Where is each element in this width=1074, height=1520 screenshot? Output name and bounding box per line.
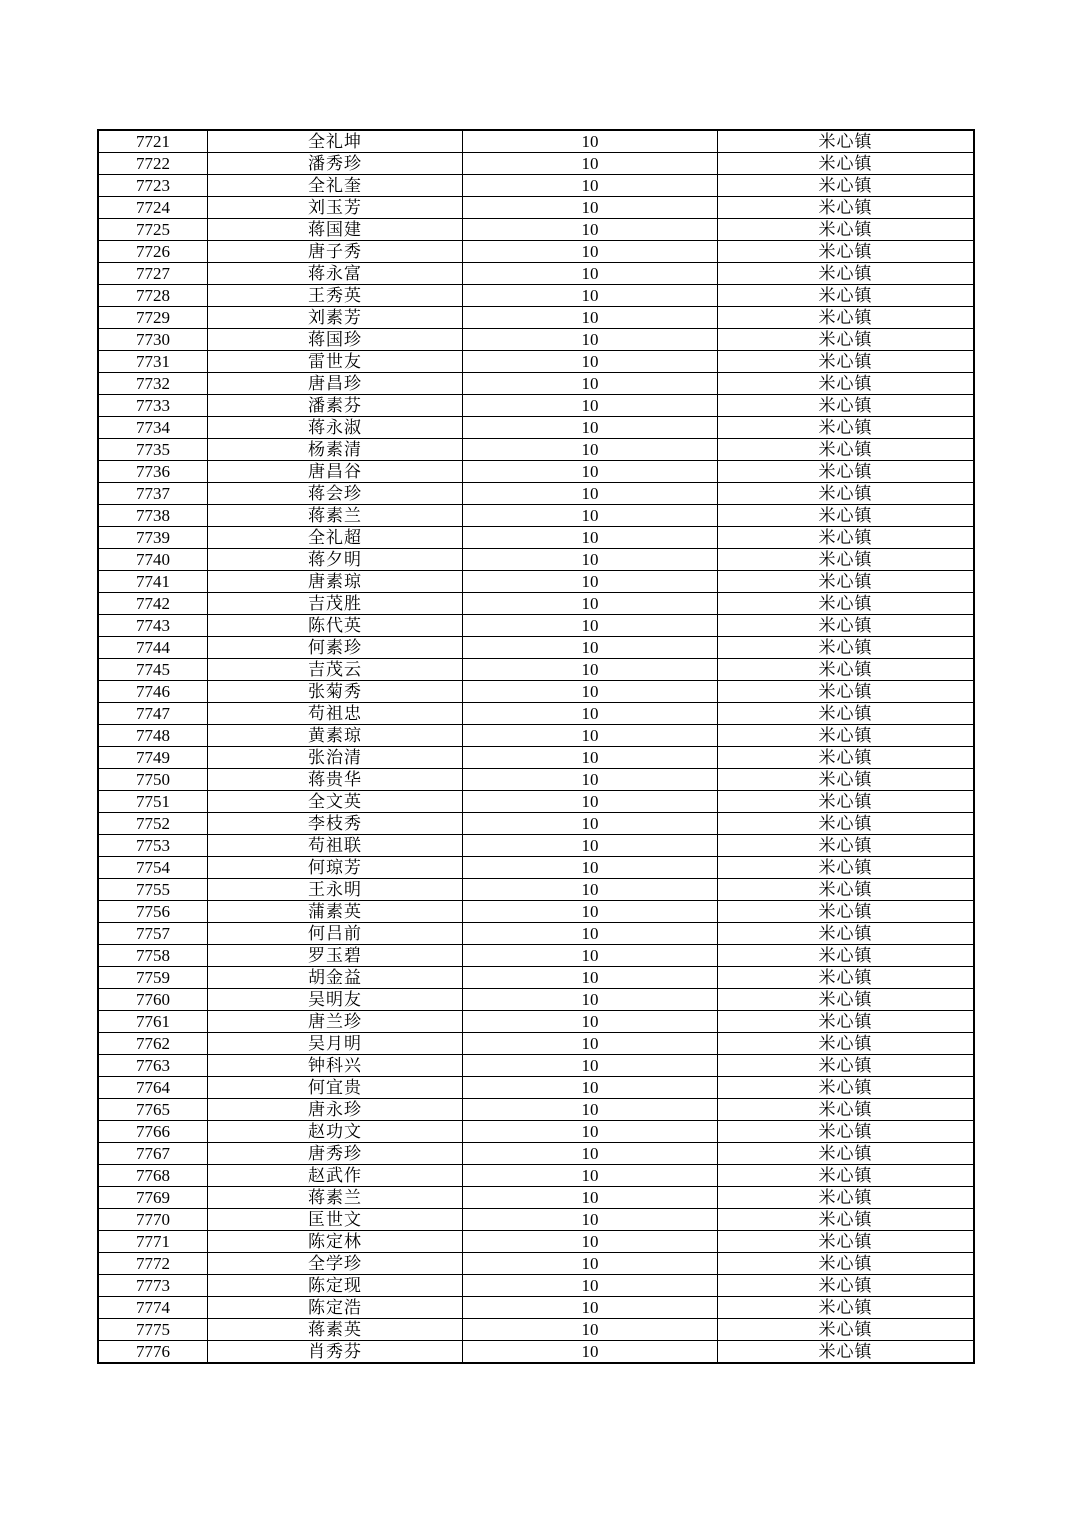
row-number-cell: 7730 xyxy=(98,329,208,351)
row-number-cell: 7766 xyxy=(98,1121,208,1143)
table-row xyxy=(98,813,974,835)
amount-cell: 10 xyxy=(463,1011,718,1033)
town-cell: 米心镇 xyxy=(718,1341,975,1364)
row-number-cell: 7767 xyxy=(98,1143,208,1165)
amount-cell: 10 xyxy=(463,329,718,351)
amount-cell: 10 xyxy=(463,1341,718,1364)
town-cell: 米心镇 xyxy=(718,593,975,615)
town-cell: 米心镇 xyxy=(718,505,975,527)
town-cell: 米心镇 xyxy=(718,1209,975,1231)
row-number-cell: 7747 xyxy=(98,703,208,725)
table-row xyxy=(98,571,974,593)
amount-cell: 10 xyxy=(463,1209,718,1231)
table-row xyxy=(98,967,974,989)
town-cell: 米心镇 xyxy=(718,659,975,681)
town-cell: 米心镇 xyxy=(718,791,975,813)
town-cell: 米心镇 xyxy=(718,571,975,593)
amount-cell: 10 xyxy=(463,351,718,373)
name-cell: 王永明 xyxy=(208,879,463,901)
row-number-cell: 7764 xyxy=(98,1077,208,1099)
amount-cell: 10 xyxy=(463,1099,718,1121)
name-cell: 刘素芳 xyxy=(208,307,463,329)
town-cell: 米心镇 xyxy=(718,1231,975,1253)
table-row xyxy=(98,130,974,153)
amount-cell: 10 xyxy=(463,439,718,461)
name-cell: 刘玉芳 xyxy=(208,197,463,219)
row-number-cell: 7760 xyxy=(98,989,208,1011)
name-cell: 苟祖联 xyxy=(208,835,463,857)
name-cell: 苟祖忠 xyxy=(208,703,463,725)
amount-cell: 10 xyxy=(463,703,718,725)
amount-cell: 10 xyxy=(463,483,718,505)
amount-cell: 10 xyxy=(463,549,718,571)
table-row xyxy=(98,835,974,857)
amount-cell: 10 xyxy=(463,1055,718,1077)
name-cell: 罗玉碧 xyxy=(208,945,463,967)
table-row xyxy=(98,1011,974,1033)
row-number-cell: 7755 xyxy=(98,879,208,901)
name-cell: 蒋国珍 xyxy=(208,329,463,351)
table-row xyxy=(98,901,974,923)
town-cell: 米心镇 xyxy=(718,813,975,835)
row-number-cell: 7737 xyxy=(98,483,208,505)
town-cell: 米心镇 xyxy=(718,637,975,659)
town-cell: 米心镇 xyxy=(718,307,975,329)
row-number-cell: 7741 xyxy=(98,571,208,593)
row-number-cell: 7774 xyxy=(98,1297,208,1319)
table-row xyxy=(98,285,974,307)
name-cell: 唐昌珍 xyxy=(208,373,463,395)
town-cell: 米心镇 xyxy=(718,923,975,945)
amount-cell: 10 xyxy=(463,857,718,879)
row-number-cell: 7746 xyxy=(98,681,208,703)
table-row xyxy=(98,945,974,967)
name-cell: 黄素琼 xyxy=(208,725,463,747)
town-cell: 米心镇 xyxy=(718,1099,975,1121)
amount-cell: 10 xyxy=(463,263,718,285)
amount-cell: 10 xyxy=(463,373,718,395)
table-row xyxy=(98,549,974,571)
town-cell: 米心镇 xyxy=(718,1275,975,1297)
town-cell: 米心镇 xyxy=(718,175,975,197)
amount-cell: 10 xyxy=(463,813,718,835)
row-number-cell: 7776 xyxy=(98,1341,208,1364)
amount-cell: 10 xyxy=(463,1121,718,1143)
name-cell: 何宜贵 xyxy=(208,1077,463,1099)
town-cell: 米心镇 xyxy=(718,395,975,417)
town-cell: 米心镇 xyxy=(718,967,975,989)
row-number-cell: 7765 xyxy=(98,1099,208,1121)
table-row xyxy=(98,483,974,505)
amount-cell: 10 xyxy=(463,197,718,219)
amount-cell: 10 xyxy=(463,1143,718,1165)
name-cell: 全礼超 xyxy=(208,527,463,549)
table-row xyxy=(98,615,974,637)
table-row xyxy=(98,1055,974,1077)
name-cell: 胡金益 xyxy=(208,967,463,989)
row-number-cell: 7759 xyxy=(98,967,208,989)
name-cell: 雷世友 xyxy=(208,351,463,373)
name-cell: 唐昌谷 xyxy=(208,461,463,483)
town-cell: 米心镇 xyxy=(718,1121,975,1143)
town-cell: 米心镇 xyxy=(718,1319,975,1341)
town-cell: 米心镇 xyxy=(718,835,975,857)
name-cell: 唐永珍 xyxy=(208,1099,463,1121)
row-number-cell: 7739 xyxy=(98,527,208,549)
name-cell: 匡世文 xyxy=(208,1209,463,1231)
town-cell: 米心镇 xyxy=(718,130,975,153)
row-number-cell: 7750 xyxy=(98,769,208,791)
name-cell: 李枝秀 xyxy=(208,813,463,835)
row-number-cell: 7754 xyxy=(98,857,208,879)
name-cell: 蒋永富 xyxy=(208,263,463,285)
table-row xyxy=(98,1253,974,1275)
table-row xyxy=(98,1275,974,1297)
row-number-cell: 7722 xyxy=(98,153,208,175)
name-cell: 唐秀珍 xyxy=(208,1143,463,1165)
name-cell: 王秀英 xyxy=(208,285,463,307)
row-number-cell: 7723 xyxy=(98,175,208,197)
table-row xyxy=(98,1165,974,1187)
table-row xyxy=(98,527,974,549)
table-row xyxy=(98,747,974,769)
name-cell: 何素珍 xyxy=(208,637,463,659)
town-cell: 米心镇 xyxy=(718,373,975,395)
name-cell: 何吕前 xyxy=(208,923,463,945)
table-row xyxy=(98,175,974,197)
amount-cell: 10 xyxy=(463,153,718,175)
name-cell: 蒋夕明 xyxy=(208,549,463,571)
town-cell: 米心镇 xyxy=(718,527,975,549)
amount-cell: 10 xyxy=(463,967,718,989)
table-row xyxy=(98,1033,974,1055)
amount-cell: 10 xyxy=(463,1319,718,1341)
table-row xyxy=(98,461,974,483)
town-cell: 米心镇 xyxy=(718,329,975,351)
amount-cell: 10 xyxy=(463,835,718,857)
amount-cell: 10 xyxy=(463,571,718,593)
amount-cell: 10 xyxy=(463,1231,718,1253)
name-cell: 唐兰珍 xyxy=(208,1011,463,1033)
table-row xyxy=(98,593,974,615)
table-row xyxy=(98,373,974,395)
table-row xyxy=(98,263,974,285)
town-cell: 米心镇 xyxy=(718,989,975,1011)
name-cell: 陈定现 xyxy=(208,1275,463,1297)
row-number-cell: 7728 xyxy=(98,285,208,307)
row-number-cell: 7758 xyxy=(98,945,208,967)
row-number-cell: 7733 xyxy=(98,395,208,417)
row-number-cell: 7770 xyxy=(98,1209,208,1231)
town-cell: 米心镇 xyxy=(718,219,975,241)
amount-cell: 10 xyxy=(463,747,718,769)
table-row xyxy=(98,219,974,241)
table-row xyxy=(98,857,974,879)
table-row xyxy=(98,879,974,901)
amount-cell: 10 xyxy=(463,505,718,527)
amount-cell: 10 xyxy=(463,395,718,417)
town-cell: 米心镇 xyxy=(718,901,975,923)
row-number-cell: 7735 xyxy=(98,439,208,461)
town-cell: 米心镇 xyxy=(718,1077,975,1099)
name-cell: 肖秀芬 xyxy=(208,1341,463,1364)
table-row xyxy=(98,1187,974,1209)
amount-cell: 10 xyxy=(463,1033,718,1055)
row-number-cell: 7726 xyxy=(98,241,208,263)
amount-cell: 10 xyxy=(463,681,718,703)
town-cell: 米心镇 xyxy=(718,1055,975,1077)
amount-cell: 10 xyxy=(463,1297,718,1319)
table-row xyxy=(98,1209,974,1231)
town-cell: 米心镇 xyxy=(718,747,975,769)
table-row xyxy=(98,923,974,945)
town-cell: 米心镇 xyxy=(718,439,975,461)
table-row xyxy=(98,351,974,373)
town-cell: 米心镇 xyxy=(718,857,975,879)
name-cell: 蒋素兰 xyxy=(208,505,463,527)
town-cell: 米心镇 xyxy=(718,1187,975,1209)
row-number-cell: 7753 xyxy=(98,835,208,857)
name-cell: 杨素清 xyxy=(208,439,463,461)
amount-cell: 10 xyxy=(463,130,718,153)
row-number-cell: 7768 xyxy=(98,1165,208,1187)
amount-cell: 10 xyxy=(463,1275,718,1297)
table-row xyxy=(98,505,974,527)
table-row xyxy=(98,725,974,747)
amount-cell: 10 xyxy=(463,791,718,813)
row-number-cell: 7734 xyxy=(98,417,208,439)
row-number-cell: 7751 xyxy=(98,791,208,813)
town-cell: 米心镇 xyxy=(718,1253,975,1275)
table-row xyxy=(98,1319,974,1341)
table-row xyxy=(98,329,974,351)
table-row xyxy=(98,703,974,725)
town-cell: 米心镇 xyxy=(718,1297,975,1319)
table-row xyxy=(98,1099,974,1121)
town-cell: 米心镇 xyxy=(718,681,975,703)
name-cell: 吉茂胜 xyxy=(208,593,463,615)
row-number-cell: 7743 xyxy=(98,615,208,637)
town-cell: 米心镇 xyxy=(718,725,975,747)
amount-cell: 10 xyxy=(463,527,718,549)
name-cell: 全礼坤 xyxy=(208,130,463,153)
table-row xyxy=(98,1121,974,1143)
table-row xyxy=(98,1341,974,1364)
row-number-cell: 7731 xyxy=(98,351,208,373)
name-cell: 陈定浩 xyxy=(208,1297,463,1319)
name-cell: 赵功文 xyxy=(208,1121,463,1143)
amount-cell: 10 xyxy=(463,725,718,747)
row-number-cell: 7721 xyxy=(98,130,208,153)
name-cell: 全文英 xyxy=(208,791,463,813)
row-number-cell: 7771 xyxy=(98,1231,208,1253)
table-row xyxy=(98,1077,974,1099)
town-cell: 米心镇 xyxy=(718,1165,975,1187)
table-row xyxy=(98,1297,974,1319)
row-number-cell: 7742 xyxy=(98,593,208,615)
row-number-cell: 7761 xyxy=(98,1011,208,1033)
name-cell: 蒋素兰 xyxy=(208,1187,463,1209)
row-number-cell: 7725 xyxy=(98,219,208,241)
town-cell: 米心镇 xyxy=(718,417,975,439)
table-row xyxy=(98,417,974,439)
amount-cell: 10 xyxy=(463,923,718,945)
amount-cell: 10 xyxy=(463,637,718,659)
amount-cell: 10 xyxy=(463,1187,718,1209)
name-cell: 吉茂云 xyxy=(208,659,463,681)
amount-cell: 10 xyxy=(463,175,718,197)
roster-table xyxy=(97,129,975,1364)
amount-cell: 10 xyxy=(463,1253,718,1275)
amount-cell: 10 xyxy=(463,879,718,901)
amount-cell: 10 xyxy=(463,615,718,637)
table-row xyxy=(98,681,974,703)
town-cell: 米心镇 xyxy=(718,945,975,967)
name-cell: 潘秀珍 xyxy=(208,153,463,175)
row-number-cell: 7775 xyxy=(98,1319,208,1341)
amount-cell: 10 xyxy=(463,461,718,483)
row-number-cell: 7732 xyxy=(98,373,208,395)
town-cell: 米心镇 xyxy=(718,351,975,373)
name-cell: 唐素琼 xyxy=(208,571,463,593)
name-cell: 潘素芬 xyxy=(208,395,463,417)
name-cell: 吴明友 xyxy=(208,989,463,1011)
row-number-cell: 7740 xyxy=(98,549,208,571)
amount-cell: 10 xyxy=(463,285,718,307)
row-number-cell: 7748 xyxy=(98,725,208,747)
town-cell: 米心镇 xyxy=(718,285,975,307)
name-cell: 钟科兴 xyxy=(208,1055,463,1077)
row-number-cell: 7724 xyxy=(98,197,208,219)
row-number-cell: 7762 xyxy=(98,1033,208,1055)
town-cell: 米心镇 xyxy=(718,703,975,725)
name-cell: 张治清 xyxy=(208,747,463,769)
town-cell: 米心镇 xyxy=(718,769,975,791)
town-cell: 米心镇 xyxy=(718,1143,975,1165)
name-cell: 蒲素英 xyxy=(208,901,463,923)
name-cell: 蒋永淑 xyxy=(208,417,463,439)
amount-cell: 10 xyxy=(463,219,718,241)
row-number-cell: 7757 xyxy=(98,923,208,945)
name-cell: 全礼奎 xyxy=(208,175,463,197)
row-number-cell: 7736 xyxy=(98,461,208,483)
row-number-cell: 7763 xyxy=(98,1055,208,1077)
name-cell: 蒋贵华 xyxy=(208,769,463,791)
amount-cell: 10 xyxy=(463,659,718,681)
table-row xyxy=(98,1143,974,1165)
name-cell: 陈定林 xyxy=(208,1231,463,1253)
table-row xyxy=(98,637,974,659)
row-number-cell: 7729 xyxy=(98,307,208,329)
town-cell: 米心镇 xyxy=(718,263,975,285)
table-row xyxy=(98,791,974,813)
name-cell: 唐子秀 xyxy=(208,241,463,263)
name-cell: 陈代英 xyxy=(208,615,463,637)
roster-table-body xyxy=(98,130,974,1363)
town-cell: 米心镇 xyxy=(718,615,975,637)
table-row xyxy=(98,197,974,219)
amount-cell: 10 xyxy=(463,1077,718,1099)
amount-cell: 10 xyxy=(463,417,718,439)
town-cell: 米心镇 xyxy=(718,483,975,505)
row-number-cell: 7744 xyxy=(98,637,208,659)
town-cell: 米心镇 xyxy=(718,879,975,901)
amount-cell: 10 xyxy=(463,593,718,615)
amount-cell: 10 xyxy=(463,989,718,1011)
table-row xyxy=(98,395,974,417)
amount-cell: 10 xyxy=(463,307,718,329)
row-number-cell: 7749 xyxy=(98,747,208,769)
town-cell: 米心镇 xyxy=(718,197,975,219)
name-cell: 蒋国建 xyxy=(208,219,463,241)
table-row xyxy=(98,241,974,263)
table-row xyxy=(98,307,974,329)
table-row xyxy=(98,153,974,175)
name-cell: 张菊秀 xyxy=(208,681,463,703)
row-number-cell: 7745 xyxy=(98,659,208,681)
name-cell: 全学珍 xyxy=(208,1253,463,1275)
table-row xyxy=(98,1231,974,1253)
town-cell: 米心镇 xyxy=(718,1011,975,1033)
row-number-cell: 7752 xyxy=(98,813,208,835)
row-number-cell: 7769 xyxy=(98,1187,208,1209)
row-number-cell: 7738 xyxy=(98,505,208,527)
amount-cell: 10 xyxy=(463,945,718,967)
name-cell: 蒋素英 xyxy=(208,1319,463,1341)
row-number-cell: 7773 xyxy=(98,1275,208,1297)
amount-cell: 10 xyxy=(463,1165,718,1187)
row-number-cell: 7772 xyxy=(98,1253,208,1275)
name-cell: 吴月明 xyxy=(208,1033,463,1055)
town-cell: 米心镇 xyxy=(718,241,975,263)
row-number-cell: 7756 xyxy=(98,901,208,923)
table-row xyxy=(98,769,974,791)
table-row xyxy=(98,439,974,461)
amount-cell: 10 xyxy=(463,241,718,263)
amount-cell: 10 xyxy=(463,901,718,923)
name-cell: 赵武作 xyxy=(208,1165,463,1187)
town-cell: 米心镇 xyxy=(718,461,975,483)
town-cell: 米心镇 xyxy=(718,549,975,571)
town-cell: 米心镇 xyxy=(718,153,975,175)
town-cell: 米心镇 xyxy=(718,1033,975,1055)
name-cell: 何琼芳 xyxy=(208,857,463,879)
name-cell: 蒋会珍 xyxy=(208,483,463,505)
amount-cell: 10 xyxy=(463,769,718,791)
table-row xyxy=(98,989,974,1011)
table-row xyxy=(98,659,974,681)
row-number-cell: 7727 xyxy=(98,263,208,285)
